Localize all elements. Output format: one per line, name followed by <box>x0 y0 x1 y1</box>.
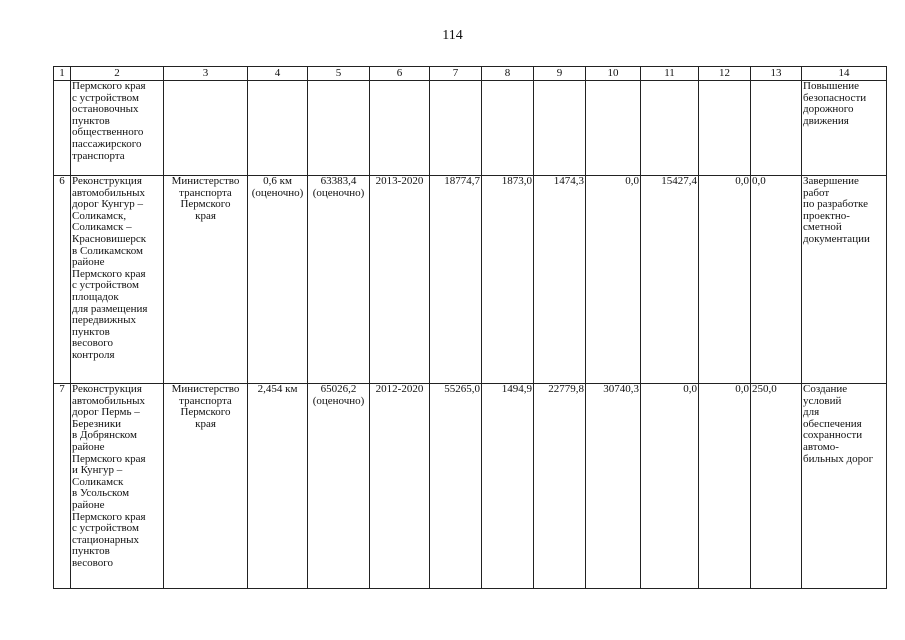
value-cell: 55265,0 <box>430 384 482 589</box>
value-cell: 15427,4 <box>641 176 699 384</box>
header-cell: 14 <box>802 67 887 81</box>
value-cell: 1474,3 <box>534 176 586 384</box>
value-cell: 0,0 <box>751 176 802 384</box>
value-cell <box>534 81 586 176</box>
value-cell: 0,0 <box>699 384 751 589</box>
row-number: 7 <box>54 384 71 589</box>
expected-result: Создание условий для обеспечения сохранности автомо- бильных дорог <box>802 384 887 589</box>
value-cell <box>482 81 534 176</box>
length: 2,454 км <box>248 384 308 589</box>
length <box>248 81 308 176</box>
header-cell: 6 <box>370 67 430 81</box>
length: 0,6 км (оценочно) <box>248 176 308 384</box>
executor: Министерство транспорта Пермского края <box>164 384 248 589</box>
header-cell: 11 <box>641 67 699 81</box>
period: 2013-2020 <box>370 176 430 384</box>
table-row <box>54 384 887 589</box>
table-row <box>54 81 887 176</box>
period <box>370 81 430 176</box>
header-cell: 9 <box>534 67 586 81</box>
header-cell: 8 <box>482 67 534 81</box>
page-number: 114 <box>442 28 463 43</box>
value-cell: 0,0 <box>641 384 699 589</box>
header-cell: 3 <box>164 67 248 81</box>
executor: Министерство транспорта Пермского края <box>164 176 248 384</box>
header-cell: 4 <box>248 67 308 81</box>
value-cell <box>751 81 802 176</box>
header-cell: 2 <box>71 67 164 81</box>
header-cell: 1 <box>54 67 71 81</box>
value-cell: 0,0 <box>699 176 751 384</box>
row-number: 6 <box>54 176 71 384</box>
program-table <box>53 66 887 589</box>
object-name: Реконструкция автомобильных дорог Пермь – Березники в Добрянском районе Пермского края и Кунгур – Соликамск в Усольском районе Пермского края с устройством стационарных пунктов весового <box>71 384 164 589</box>
header-row <box>54 67 887 81</box>
header-cell: 5 <box>308 67 370 81</box>
value-cell: 0,0 <box>586 176 641 384</box>
value-cell: 18774,7 <box>430 176 482 384</box>
header-cell: 10 <box>586 67 641 81</box>
header-cell: 13 <box>751 67 802 81</box>
cost: 65026,2 (оценочно) <box>308 384 370 589</box>
period: 2012-2020 <box>370 384 430 589</box>
value-cell: 1873,0 <box>482 176 534 384</box>
row-number <box>54 81 71 176</box>
value-cell <box>699 81 751 176</box>
cost <box>308 81 370 176</box>
table-row <box>54 176 887 384</box>
value-cell: 1494,9 <box>482 384 534 589</box>
value-cell <box>586 81 641 176</box>
cost: 63383,4 (оценочно) <box>308 176 370 384</box>
executor <box>164 81 248 176</box>
header-cell: 12 <box>699 67 751 81</box>
header-cell: 7 <box>430 67 482 81</box>
value-cell: 30740,3 <box>586 384 641 589</box>
value-cell <box>641 81 699 176</box>
object-name: Реконструкция автомобильных дорог Кунгур – Соликамск, Соликамск – Красновишерск в Соликамском районе Пермского края с устройством площадок для размещения передвижных пунктов весового контроля <box>71 176 164 384</box>
object-name: Пермского края с устройством остановочных пунктов общественного пассажирского транспорта <box>71 81 164 176</box>
value-cell: 250,0 <box>751 384 802 589</box>
expected-result: Повышение безопасности дорожного движения <box>802 81 887 176</box>
expected-result: Завершение работ по разработке проектно- сметной документации <box>802 176 887 384</box>
value-cell: 22779,8 <box>534 384 586 589</box>
value-cell <box>430 81 482 176</box>
